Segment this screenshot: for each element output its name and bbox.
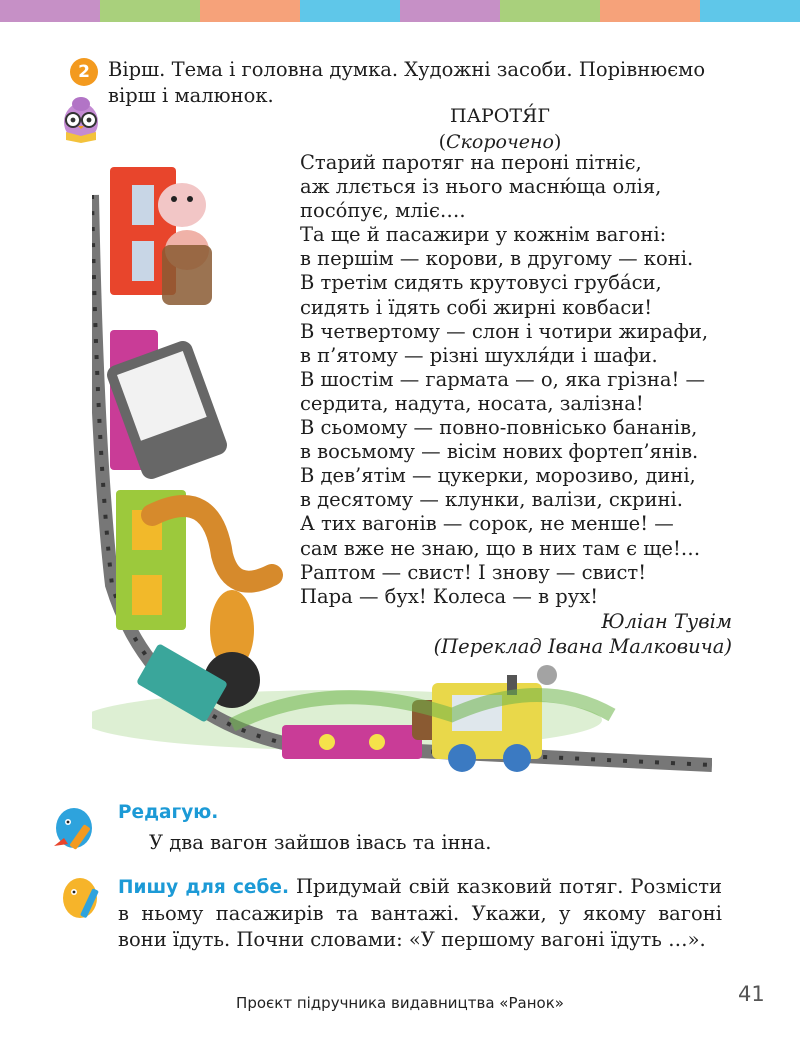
page-number: 41 [738, 982, 765, 1006]
color-stripe-segment [200, 0, 300, 22]
write-heading: Пишу для себе. [118, 877, 289, 898]
poem-line: в восьмому — вісім нових фортеп’янів. [300, 440, 699, 464]
write-instruction: Придумай свій казковий потяг. Розмісти в ньому пасажирів та вантажі. Укажи, у якому вагоні вони їдуть. Почни словами: «У першому вагоні їдуть …». [118, 875, 722, 951]
poem-title: ПАРОТЯ́Г [450, 105, 550, 127]
poem-line: А тих вагонів — сорок, не менше! — [300, 512, 674, 536]
poem-line: сам вже не знаю, що в них там є ще!… [300, 536, 701, 560]
edit-sentence: У два вагон зайшов івась та інна. [149, 831, 492, 854]
edit-heading: Редагую. [118, 802, 219, 823]
color-stripe-segment [600, 0, 700, 22]
top-color-stripe [0, 0, 800, 22]
poem-translator: (Переклад Івана Малковича) [433, 635, 732, 658]
color-stripe-segment [300, 0, 400, 22]
footer-publisher-text: Проєкт підручника видавництва «Ранок» [236, 994, 564, 1012]
blue-character-pencil-icon [46, 800, 102, 856]
color-stripe-segment [500, 0, 600, 22]
poem-line: сердита, надута, носата, залізна! [300, 391, 644, 415]
poem-subtitle: (Скорочено) [438, 131, 562, 153]
color-stripe-segment [700, 0, 800, 22]
poem-body [300, 151, 760, 609]
poem-author: Юліан Тувім [601, 610, 732, 633]
poem-line: В третім сидять крутовусі груба́си, [300, 271, 662, 295]
color-stripe-segment [400, 0, 500, 22]
poem-line: сидять і їдять собі жирні ковбаси! [300, 295, 653, 319]
color-stripe-segment [0, 0, 100, 22]
poem-line: Старий паротяг на пероні пітніє, [300, 151, 642, 174]
poem-line: Та ще й пасажири у кожнім вагоні: [300, 223, 667, 247]
poem-line: Пара — бух! Колеса — в рух! [300, 584, 599, 608]
poem-line: в першім — корови, в другому — коні. [300, 247, 694, 271]
poem-line: аж ллється із нього масню́ща олія, [300, 175, 662, 199]
yellow-character-pen-icon [56, 872, 112, 928]
poem-line: В сьомому — повно-повнісько бананів, [300, 416, 698, 440]
task-number-badge: 2 [70, 58, 98, 86]
owl-reading-icon [58, 92, 104, 144]
task-instruction: Вірш. Тема і головна думка. Художні засоби. Порівнюємо вірш і малюнок. [108, 58, 706, 107]
poem-line: в десятому — клунки, валізи, скрині. [300, 488, 683, 512]
write-task [118, 874, 722, 953]
poem-line: Раптом — свист! І знову — свист! [300, 560, 647, 584]
poem-line: В четвертому — слон і чотири жирафи, [300, 319, 709, 343]
poem-line: В шостім — гармата — о, яка грізна! — [300, 367, 706, 391]
poem-line: посо́пує, мліє…. [300, 199, 466, 223]
color-stripe-segment [100, 0, 200, 22]
poem-line: в п’ятому — різні шухля́ди і шафи. [300, 343, 658, 367]
poem-line: В дев’ятім — цукерки, морозиво, дині, [300, 464, 696, 488]
